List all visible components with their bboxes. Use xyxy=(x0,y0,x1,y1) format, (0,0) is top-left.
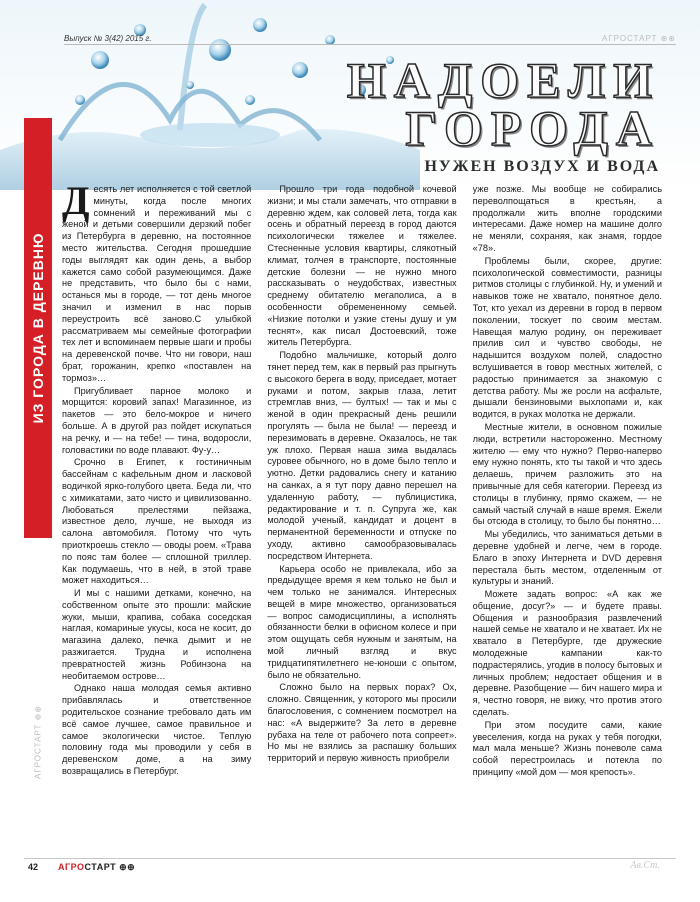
paragraph: Пригубливает парное молоко и морщится: коровий запах! Магазинное, из пакетов — это бело-мокрое и ничего больше. А в другой раз пойдет искупаться на речку, и — на тебе! — тина, водоросли, головастики по воде плавают. Фу-у… xyxy=(62,385,252,455)
paragraph: При этом посудите сами, какие увеселения, когда на руках у тебя погодки, мал мала меньше? Жизнь поневоле сама собой перестроилась и потекла по принципу «мой дом — моя крепость». xyxy=(472,719,662,778)
article-body xyxy=(62,184,662,832)
issue-number: Выпуск № 3(42) 2015 г. xyxy=(64,34,152,43)
drop-cap: Д xyxy=(62,184,90,223)
paragraph: И мы с нашими детками, конечно, на собственном опыте это прошли: майские жуки, мыши, крапива, собака соседская наглая, комариные укусы, коса не косит, до магазина далеко, печка дымит и не разжигается. Трудна и исполнена превратностей жизнь Робинзона на необитаемом острове… xyxy=(62,588,252,681)
title-line-2: ГОРОДА xyxy=(405,100,660,156)
article-column-2 xyxy=(267,184,456,832)
article-title xyxy=(346,52,660,156)
paragraph: Срочно в Египет, к гостиничным бассейнам с кафельным дном и ласковой водичкой ярко-голубого цвета. Беда ли, что с химикатами, зато чисто и цивилизованно. Любоваться прелестями пейзажа, известное дело, лучше, не выходя из салона автомобиля. Потому что чуть приоткроешь стекло — оводы роем. «Трава по пояс там более — сплошной триллер. Как подумаешь, что в ней, в этой траве может находиться… xyxy=(62,457,252,586)
page-number: 42 xyxy=(28,862,39,872)
paragraph: уже позже. Мы вообще не собирались переволпощаться в крестьян, а продолжали жить вполне городскими интересами. Даже номер на машине долго не меняли, сохраняя, как знамя, гордое «78». xyxy=(472,184,662,253)
paragraph: Прошло три года подобной кочевой жизни; и мы стали замечать, что отправки в деревню ждем, как соловей лета, тогда как осень и обратный переезд в город даются психологически тяжелее и тяжелее. Стесненные условия квартиры, слякотный климат, толчея в транспорте, постоянные детские болезни — не нужно много рассказывать о неудобствах, известных среднему обитателю мегаполиса, а в особенности обремененному семьей. «Низкие потолки и узкие стены душу и ум теснят», как писал Достоевский, тоже житель Петербурга. xyxy=(267,184,457,348)
paragraph: Местные жители, в основном пожилые люди, встретили настороженно. Местному жителю — ему что нужно? Перво-наперво ему нужно понять, кто ты такой и что здесь делаешь, причем разложить это на привычные для себя категории. Переезд из столицы в глубинку, прямо скажем, — не самый частый случай в наше время. Ежели бы отсюда в столицу, то было бы понятно… xyxy=(472,421,662,527)
paragraph: Однако наша молодая семья активно прибавлялась и ответственное родительское сознание требовало дать им всё самое лучшее, самое правильное и самое экологически чистое. Теплую половину года мы проводили у себя в деревенском доме, а на зиму возвращались в Петербург. xyxy=(62,683,252,777)
author-signature: Ав.Ст. xyxy=(630,860,660,871)
header-rule xyxy=(64,44,676,45)
footer-rule xyxy=(24,858,676,859)
paragraph: Сложно было на первых порах? Ох, сложно. Священник, у которого мы просили благословения, с сомнением посмотрел на нас: «А выдержите? За лето в деревне рубаха на теле от рабочего пота сопреет». Но мы не взялись за распашку больших территорий и первую живность приобрели xyxy=(267,682,457,764)
magazine-brand-footer: АГРОСТАРТ ⊕⊕ xyxy=(58,862,136,872)
paragraph: Мы убедились, что заниматься детьми в деревне удобней и легче, чем в городе. Благо в эпоху Интернета и DVD деревня перестала быть местом, отделенным от культуры и знаний. xyxy=(472,529,662,587)
magazine-brand-top: АГРОСТАРТ ⊕⊕ xyxy=(601,34,676,43)
section-title: ИЗ ГОРОДА В ДЕРЕВНЮ xyxy=(30,232,46,424)
article-subtitle: НУЖЕН ВОЗДУХ И ВОДА xyxy=(424,158,660,175)
paragraph: Карьера особо не привлекала, ибо за предыдущее время я кем только не был и чем только не занимался. Интересных вещей в мире множество, организоваться — вопрос самодисциплины, а исполнять обязанности белки в офисном колесе и при этом ощущать себя нужным и занятым, на мой личный взгляд и вкус тридцатипятилетнего не-юноши с опытом, было не обязательно. xyxy=(267,563,457,680)
paragraph: Проблемы были, скорее, другие: психологической совместимости, разницы ритмов столицы с глубинкой. Ну, и умений и навыков тоже не хватало, понятное дело. Тот, кто уехал из деревни в город в первом поколении, тоскует по своим местам. Навещая малую родину, он переживает прилив сил и чувство свободы, не надышится воздухом полей, сладостно вслушивается в говор местных жителей, с радостью принимается за знакомую с детства работу. Мы же росли на асфальте, дышали бензиновыми выхлопами и, как водится, в руках молотка не держали. xyxy=(472,255,662,420)
paragraph: Можете задать вопрос: «А как же общение, досуг?» — и будете правы. Общения и разнообразия развлечений нашей семье не хватало и не хватает. Их не хватало в Петербурге, где дружеские молодежные кампании как-то подрастерялись, угодив в полосу бытовых и личных проблем; недостает общения и в деревне. Разобщение — бич нашего мира и я, честно говоря, не вижу, что против этого сделать. xyxy=(472,589,662,718)
paragraph: Подобно мальчишке, который долго тянет перед тем, как в первый раз прыгнуть с высокого берега в воду, приседает, мотает руками и потом, закрыв глаза, летит стремглав вниз, — бултых! — так и мы с женой в один прекрасный день решили прогулять — была не была! — переезд и перезимовать в деревне. Оказалось, не так уж плохо. Первая наша зима выдалась суровее обычного, но в доме было тепло и уютно. Детки радовались снегу и катанию на санках, а я тут пору давно перешел на удаленную работу, — публицистика, редактирование и т. п. Супруга же, как молодой ученый, кандидат и доцент в перманентной беременности и отпуске по уходу, активно самообразовывалась посредством Интернета. xyxy=(267,350,457,561)
article-column-1 xyxy=(62,184,251,832)
title-line-1: НАДОЕЛИ xyxy=(346,52,660,108)
sidebar-brand: АГРОСТАРТ ⊕⊕ xyxy=(33,705,43,780)
article-column-3 xyxy=(473,184,662,832)
paragraph: Десять лет исполняется с той светлой минуты, когда после многих сомнений и переживаний мы с женой и детьми совершили дерзкий побег из Петербурга в деревню, на постоянное место жительства. Сегодня прошедшие годы выглядят как один день, а выбор кажется само собой разумеющимся. Даже не представить, что было бы с нами, останься мы в городе, — тот день многое значил и изменил в нас порыв переустроить всё заново.С улыбкой рассматриваем мы семейные фотографии тех лет и вспоминаем первые шаги и пробы на деревенской почве. Что ни говори, наш брат, горожанин, крепко «поставлен на тормоз»… xyxy=(62,184,252,383)
